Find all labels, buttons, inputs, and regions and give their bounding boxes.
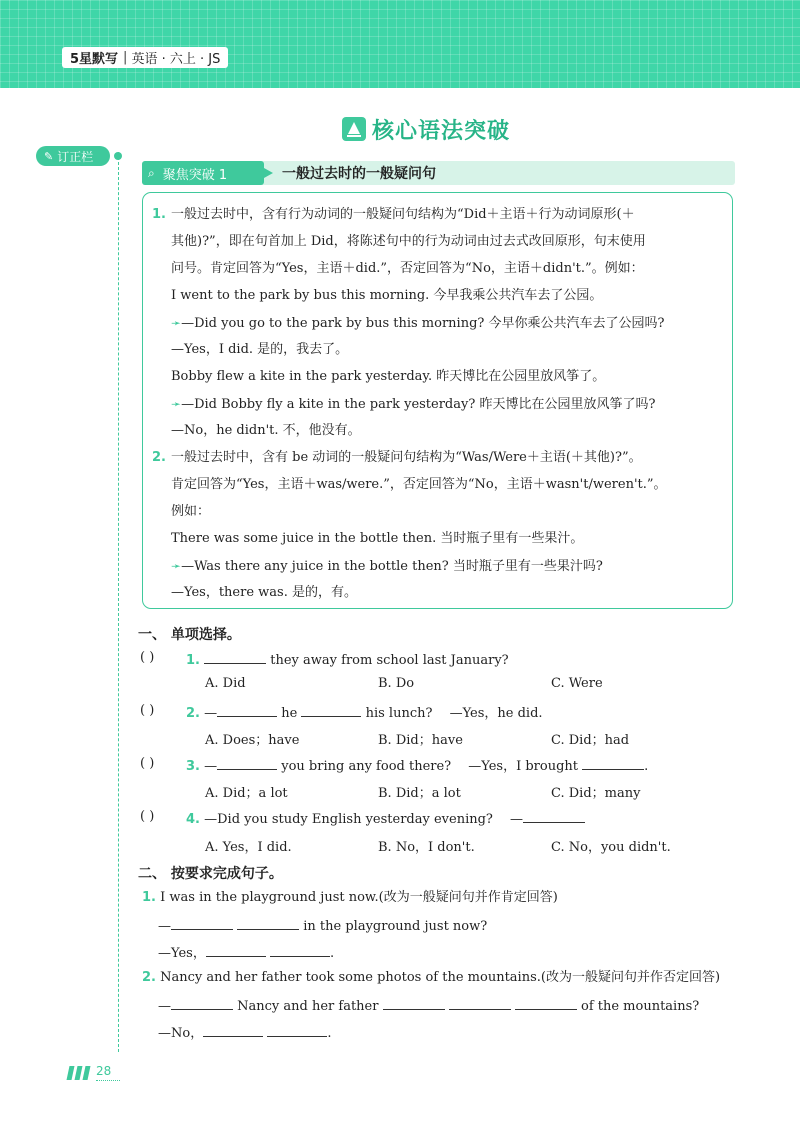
question-number: 1. xyxy=(186,653,200,668)
grammar-number-2: 2. xyxy=(152,450,166,465)
question-1 xyxy=(186,650,509,670)
grammar-line-text: —Was there any juice in the bottle then? 当时瓶子里有一些果汁吗? xyxy=(181,559,603,574)
answer-bracket[interactable]: ( ) xyxy=(140,756,155,771)
option-c[interactable]: C. No，you didn't. xyxy=(551,840,671,855)
question-text: you bring any food there? —Yes，I brought xyxy=(277,759,583,774)
rewrite-question-2 xyxy=(142,969,720,987)
option-b[interactable]: B. Did；have xyxy=(378,733,463,748)
question-number: 4. xyxy=(186,812,200,827)
rewrite-question-1 xyxy=(142,889,558,907)
question-number: 3. xyxy=(186,759,200,774)
question-text: they away from school last January? xyxy=(266,653,509,668)
page-number: 28 xyxy=(96,1064,112,1078)
book-series: 5星默写 xyxy=(70,52,119,67)
grammar-line: —No，he didn't. 不，他没有。 xyxy=(171,423,361,438)
answer-bracket[interactable]: ( ) xyxy=(140,650,155,665)
focus-title: 一般过去时的一般疑问句 xyxy=(282,166,436,182)
answer-text: . xyxy=(327,1026,332,1041)
correction-column-tag xyxy=(36,146,110,166)
fill-blank[interactable] xyxy=(449,996,511,1010)
fill-blank[interactable] xyxy=(270,943,330,957)
option-c[interactable]: C. Did；had xyxy=(551,733,630,748)
option-a[interactable]: A. Yes，I did. xyxy=(205,840,292,855)
question-text: he xyxy=(277,706,302,721)
pencil-icon: ✎ xyxy=(44,149,54,163)
option-c[interactable]: C. Were xyxy=(551,676,603,691)
answer-text: —Yes， xyxy=(158,946,206,961)
fill-blank[interactable] xyxy=(217,756,277,770)
question-2 xyxy=(186,703,543,723)
fill-blank[interactable] xyxy=(383,996,445,1010)
page-title xyxy=(342,114,510,144)
dash: — xyxy=(204,759,218,774)
answer-text: . xyxy=(329,946,335,961)
option-b[interactable]: B. No，I don't. xyxy=(378,840,475,855)
fill-blank[interactable] xyxy=(171,996,233,1010)
header-band xyxy=(0,0,800,88)
correction-column-label: 订正栏 xyxy=(57,149,94,164)
option-c[interactable]: C. Did；many xyxy=(551,786,641,801)
fill-blank[interactable] xyxy=(523,809,585,823)
page-number-dots xyxy=(96,1080,120,1081)
footer-stripe xyxy=(67,1066,75,1080)
answer-text: —No， xyxy=(158,1026,204,1041)
grammar-line: —Yes，I did. 是的，我去了。 xyxy=(171,342,349,357)
arrow-icon: ➛ xyxy=(171,316,180,330)
grammar-line: I went to the park by bus this morning. 今早我乘公共汽车去了公园。 xyxy=(171,288,603,303)
option-a[interactable]: A. Does；have xyxy=(205,733,300,748)
question-3 xyxy=(186,756,648,776)
footer-stripe xyxy=(83,1066,91,1080)
magnifier-icon: ⌕ xyxy=(148,165,155,180)
arrow-icon: ➛ xyxy=(171,397,180,411)
grammar-line xyxy=(171,557,603,576)
fill-blank[interactable] xyxy=(203,1023,263,1037)
answer-line xyxy=(158,996,699,1016)
grammar-line: 问号。肯定回答为“Yes，主语＋did.”，否定回答为“No，主语＋didn't.”。例如： xyxy=(171,261,644,276)
grammar-line: 一般过去时中，含有行为动词的一般疑问句结构为“Did＋主语＋行为动词原形(＋ xyxy=(171,207,635,222)
fill-blank[interactable] xyxy=(237,916,299,930)
option-a[interactable]: A. Did；a lot xyxy=(205,786,288,801)
focus-label xyxy=(142,161,264,185)
fill-blank[interactable] xyxy=(217,703,277,717)
grammar-line: —Yes，there was. 是的，有。 xyxy=(171,585,357,600)
section-title-choice: 一、 单项选择。 xyxy=(138,627,241,643)
answer-text: of the mountains? xyxy=(576,999,700,1014)
option-b[interactable]: B. Did；a lot xyxy=(378,786,461,801)
fill-blank[interactable] xyxy=(171,916,233,930)
flask-icon xyxy=(342,117,366,141)
answer-text: Nancy and her father xyxy=(233,999,383,1014)
dash: — xyxy=(158,999,171,1014)
option-a[interactable]: A. Did xyxy=(205,676,246,691)
grammar-line: There was some juice in the bottle then. 当时瓶子里有一些果汁。 xyxy=(171,531,584,546)
book-separator: | xyxy=(123,50,128,65)
answer-bracket[interactable]: ( ) xyxy=(140,703,155,718)
question-number: 2. xyxy=(142,970,156,985)
answer-line xyxy=(158,1023,331,1043)
question-text: . xyxy=(644,759,649,774)
question-text: his lunch? —Yes，he did. xyxy=(361,706,543,721)
question-number: 1. xyxy=(142,890,156,905)
grammar-line: Bobby flew a kite in the park yesterday. 昨天博比在公园里放风筝了。 xyxy=(171,369,606,384)
section-title-complete: 二、 按要求完成句子。 xyxy=(138,866,283,882)
book-tag xyxy=(62,47,228,68)
dash: — xyxy=(204,706,218,721)
fill-blank[interactable] xyxy=(515,996,577,1010)
grammar-line-text: —Did Bobby fly a kite in the park yesterday? 昨天博比在公园里放风筝了吗? xyxy=(181,397,656,412)
grammar-line xyxy=(171,314,664,333)
fill-blank[interactable] xyxy=(206,943,266,957)
question-text: Nancy and her father took some photos of the mountains.(改为一般疑问句并作否定回答) xyxy=(160,970,721,985)
grammar-line: 肯定回答为“Yes，主语＋was/were.”，否定回答为“No，主语＋wasn't/weren't.”。 xyxy=(171,477,667,492)
option-b[interactable]: B. Do xyxy=(378,676,415,691)
fill-blank[interactable] xyxy=(301,703,361,717)
question-text: —Did you study English yesterday evening? — xyxy=(204,812,524,827)
grammar-line: 其他)?”，即在句首加上 Did，将陈述句中的行为动词由过去式改回原形，句末使用 xyxy=(171,234,646,249)
footer-stripe xyxy=(75,1066,83,1080)
answer-text: in the playground just now? xyxy=(299,919,488,934)
dash: — xyxy=(158,919,171,934)
grammar-number-1: 1. xyxy=(152,207,166,222)
grammar-line: 一般过去时中，含有 be 动词的一般疑问句结构为“Was/Were＋主语(＋其他)?”。 xyxy=(171,450,642,465)
fill-blank[interactable] xyxy=(267,1023,327,1037)
arrow-icon: ➛ xyxy=(171,559,180,573)
margin-divider xyxy=(118,152,119,1052)
question-4 xyxy=(186,809,585,829)
answer-line xyxy=(158,943,334,963)
grammar-line: 例如： xyxy=(171,504,211,519)
fill-blank[interactable] xyxy=(582,756,644,770)
page-title-text: 核心语法突破 xyxy=(372,118,511,144)
grammar-line xyxy=(171,395,655,414)
grammar-line-text: —Did you go to the park by bus this morning? 今早你乘公共汽车去了公园吗? xyxy=(181,316,665,331)
question-text: I was in the playground just now.(改为一般疑问句并作肯定回答) xyxy=(160,890,558,905)
answer-line xyxy=(158,916,487,936)
fill-blank[interactable] xyxy=(204,650,266,664)
question-number: 2. xyxy=(186,706,200,721)
book-info: 英语 · 六上 · JS xyxy=(131,52,221,67)
focus-label-text: 聚焦突破 1 xyxy=(162,167,228,183)
answer-bracket[interactable]: ( ) xyxy=(140,809,155,824)
